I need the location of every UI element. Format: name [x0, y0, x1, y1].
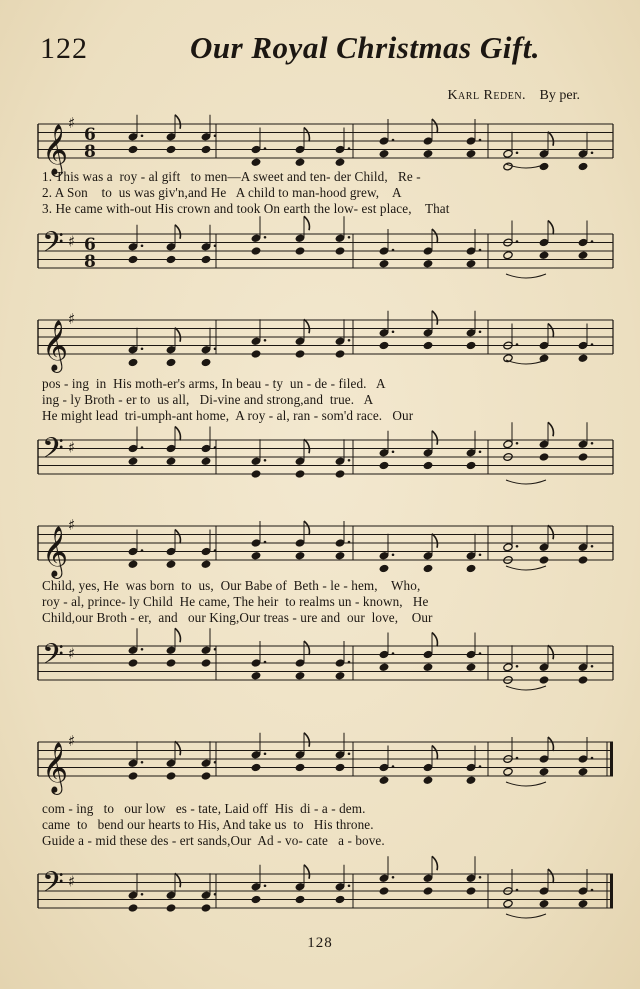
- note-flag: [304, 216, 309, 230]
- treble-staff-1: [38, 116, 613, 176]
- note-flag: [175, 328, 180, 342]
- note-dot: [479, 652, 482, 655]
- note-head: [251, 470, 261, 479]
- time-signature-top: 6: [84, 235, 96, 255]
- note-flag: [548, 869, 553, 883]
- note-dot: [141, 134, 144, 137]
- note-flag: [175, 225, 180, 239]
- note-head: [423, 341, 433, 350]
- note-dot: [479, 553, 482, 556]
- note-flag: [548, 737, 553, 751]
- hymn-title: Our Royal Christmas Gift.: [189, 30, 541, 65]
- note-head: [166, 255, 176, 264]
- verse-1-line-1: 1. This was a roy - al gift to men—A sweet and ten- der Child, Re -: [42, 169, 421, 184]
- note-flag: [548, 645, 553, 659]
- verse-2-line-3: roy - al, prince- ly Child He came, The heir to realms un - known, He: [42, 594, 429, 609]
- note-dot: [392, 765, 395, 768]
- tie-arc: [506, 274, 546, 278]
- author-credit: Karl Reden.: [447, 88, 527, 103]
- note-head: [295, 763, 305, 772]
- sharp-icon: ♯: [68, 232, 76, 251]
- note-dot: [479, 876, 482, 879]
- note-head: [335, 551, 345, 560]
- sharp-icon: ♯: [68, 438, 76, 457]
- note-flag: [432, 229, 437, 243]
- note-flag: [548, 525, 553, 539]
- note-head: [251, 671, 261, 680]
- note-head: [201, 560, 211, 569]
- sharp-icon: ♯: [68, 310, 76, 328]
- note-flag: [432, 633, 437, 647]
- verse-2-line-2: ing - ly Broth - er to us all, Di-vine and strong,and true. A: [42, 392, 374, 407]
- note-dot: [591, 545, 594, 548]
- note-dot: [214, 761, 217, 764]
- note-dot: [141, 446, 144, 449]
- verse-3-line-2: He might lead tri-umph-ant home, A roy - al, ran - som'd race. Our: [42, 408, 414, 423]
- bass-staff-4: [38, 866, 613, 926]
- treble-clef-icon: 𝄞: [42, 124, 69, 175]
- verse-1-line-4: com - ing to our low es - tate, Laid off His di - a - dem.: [42, 801, 366, 816]
- note-flag: [304, 733, 309, 747]
- note-dot: [591, 343, 594, 346]
- note-dot: [392, 139, 395, 142]
- note-head: [201, 904, 211, 913]
- verse-1-line-2: pos - ing in His moth-er's arms, In beau - ty un - de - filed. A: [42, 376, 386, 391]
- sharp-icon: ♯: [68, 516, 76, 534]
- note-head: [578, 354, 588, 363]
- note-head: [295, 470, 305, 479]
- note-flag: [432, 119, 437, 133]
- note-dot: [141, 549, 144, 552]
- treble-clef-icon: 𝄞: [42, 320, 69, 371]
- note-head: [128, 457, 138, 466]
- note-flag: [175, 741, 180, 755]
- note-dot: [141, 244, 144, 247]
- note-head: [578, 453, 588, 462]
- note-head: [335, 895, 345, 904]
- note-head: [201, 145, 211, 154]
- note-flag: [304, 439, 309, 453]
- bass-clef-icon: 𝄢: [42, 432, 64, 472]
- note-head: [379, 776, 389, 785]
- note-head: [128, 358, 138, 367]
- treble-clef-icon: 𝄞: [42, 742, 69, 793]
- note-head: [539, 899, 549, 908]
- note-flag: [175, 628, 180, 642]
- note-head: [166, 904, 176, 913]
- treble-staff-2: [38, 312, 613, 372]
- note-dot: [516, 240, 519, 243]
- note-flag: [548, 132, 553, 146]
- note-head: [578, 676, 588, 685]
- time-signature-top: 6: [84, 125, 96, 145]
- note-flag: [304, 128, 309, 142]
- note-dot: [591, 442, 594, 445]
- permission-note: By per.: [539, 88, 580, 103]
- note-head: [578, 899, 588, 908]
- note-head: [466, 663, 476, 672]
- note-dot: [348, 147, 351, 150]
- note-head: [423, 776, 433, 785]
- note-head: [539, 556, 549, 565]
- note-head: [128, 145, 138, 154]
- note-head: [379, 259, 389, 268]
- note-dot: [264, 661, 267, 664]
- sharp-icon: ♯: [68, 114, 76, 132]
- note-head: [379, 149, 389, 158]
- note-head: [251, 895, 261, 904]
- sharp-icon: ♯: [68, 644, 76, 663]
- tie-arc: [506, 360, 546, 364]
- bass-clef-icon: 𝄢: [42, 638, 64, 678]
- note-head: [128, 659, 138, 668]
- note-head: [201, 659, 211, 668]
- note-head: [201, 358, 211, 367]
- note-dot: [348, 752, 351, 755]
- note-head: [335, 350, 345, 359]
- note-head: [503, 767, 513, 776]
- note-flag: [548, 324, 553, 338]
- note-dot: [214, 549, 217, 552]
- note-head: [423, 887, 433, 896]
- note-head: [295, 350, 305, 359]
- note-flag: [304, 319, 309, 333]
- note-head: [578, 767, 588, 776]
- note-head: [578, 556, 588, 565]
- tie-arc: [506, 566, 546, 570]
- note-head: [251, 350, 261, 359]
- note-flag: [175, 873, 180, 887]
- note-head: [166, 659, 176, 668]
- tie-arc: [506, 782, 546, 786]
- note-dot: [264, 147, 267, 150]
- verse-1-line-3: Child, yes, He was born to us, Our Babe of Beth - le - hem, Who,: [42, 578, 421, 593]
- note-flag: [304, 641, 309, 655]
- note-flag: [432, 856, 437, 870]
- note-dot: [348, 339, 351, 342]
- note-head: [128, 255, 138, 264]
- note-dot: [392, 330, 395, 333]
- verse-2-line-4: came to bend our hearts to His, And take us to His throne.: [42, 817, 374, 832]
- note-dot: [479, 765, 482, 768]
- note-head: [539, 767, 549, 776]
- note-dot: [141, 347, 144, 350]
- note-dot: [214, 648, 217, 651]
- note-head: [295, 158, 305, 167]
- note-head: [166, 560, 176, 569]
- note-head: [295, 895, 305, 904]
- note-head: [295, 551, 305, 560]
- note-dot: [516, 442, 519, 445]
- note-head: [466, 776, 476, 785]
- note-head: [379, 663, 389, 672]
- note-dot: [264, 541, 267, 544]
- note-dot: [516, 151, 519, 154]
- bass-staff-2: [38, 432, 613, 492]
- note-head: [379, 461, 389, 470]
- note-flag: [432, 311, 437, 325]
- note-dot: [591, 757, 594, 760]
- note-flag: [175, 530, 180, 544]
- tie-arc: [506, 686, 546, 690]
- note-dot: [392, 249, 395, 252]
- sharp-icon: ♯: [68, 872, 76, 891]
- note-head: [466, 887, 476, 896]
- note-head: [503, 899, 513, 908]
- note-flag: [432, 746, 437, 760]
- note-flag: [175, 115, 180, 129]
- note-dot: [141, 648, 144, 651]
- note-head: [466, 564, 476, 573]
- note-dot: [141, 893, 144, 896]
- note-flag: [548, 221, 553, 235]
- note-head: [539, 354, 549, 363]
- note-head: [503, 251, 513, 260]
- note-dot: [264, 459, 267, 462]
- note-dot: [516, 757, 519, 760]
- verse-3-line-3: Child,our Broth - er, and our King,Our treas - ure and our love, Our: [42, 610, 433, 625]
- verse-3-line-4: Guide a - mid these des - ert sands,Our Ad - vo- cate a - bove.: [42, 833, 385, 848]
- sharp-icon: ♯: [68, 732, 76, 750]
- note-head: [503, 354, 513, 363]
- note-head: [251, 763, 261, 772]
- note-head: [335, 470, 345, 479]
- note-dot: [392, 450, 395, 453]
- bass-staff-1: [38, 226, 613, 286]
- note-dot: [591, 889, 594, 892]
- note-head: [379, 564, 389, 573]
- verse-2-line-1: 2. A Son to us was giv'n,and He A child to man-hood grew, A: [42, 185, 402, 200]
- tie-arc: [506, 480, 546, 484]
- note-dot: [348, 541, 351, 544]
- tie-arc: [506, 914, 546, 918]
- note-dot: [516, 889, 519, 892]
- note-head: [539, 251, 549, 260]
- hymn-number: 122: [40, 32, 88, 65]
- note-head: [166, 145, 176, 154]
- note-dot: [479, 450, 482, 453]
- note-head: [251, 551, 261, 560]
- note-head: [423, 259, 433, 268]
- note-dot: [516, 665, 519, 668]
- note-dot: [479, 249, 482, 252]
- note-head: [335, 763, 345, 772]
- note-dot: [392, 876, 395, 879]
- note-flag: [304, 521, 309, 535]
- note-flag: [548, 422, 553, 436]
- treble-staff-3: [38, 518, 613, 578]
- note-dot: [141, 761, 144, 764]
- note-head: [423, 461, 433, 470]
- note-head: [295, 247, 305, 256]
- note-head: [466, 149, 476, 158]
- note-dot: [214, 893, 217, 896]
- time-signature-bottom: 8: [84, 252, 96, 272]
- note-dot: [392, 553, 395, 556]
- note-flag: [432, 431, 437, 445]
- note-dot: [214, 244, 217, 247]
- note-flag: [175, 427, 180, 441]
- note-head: [166, 457, 176, 466]
- note-head: [423, 564, 433, 573]
- note-dot: [591, 151, 594, 154]
- note-dot: [214, 446, 217, 449]
- note-dot: [348, 884, 351, 887]
- note-head: [251, 247, 261, 256]
- note-dot: [392, 652, 395, 655]
- note-head: [166, 772, 176, 781]
- note-head: [578, 251, 588, 260]
- note-head: [539, 676, 549, 685]
- note-head: [128, 772, 138, 781]
- note-dot: [591, 240, 594, 243]
- bass-staff-3: [38, 638, 613, 698]
- note-head: [201, 255, 211, 264]
- bass-clef-icon: 𝄢: [42, 866, 64, 906]
- note-dot: [348, 236, 351, 239]
- note-head: [466, 259, 476, 268]
- note-dot: [214, 134, 217, 137]
- note-head: [466, 341, 476, 350]
- note-dot: [264, 752, 267, 755]
- note-head: [128, 904, 138, 913]
- note-head: [295, 671, 305, 680]
- note-head: [539, 453, 549, 462]
- verse-3-line-1: 3. He came with-out His crown and took On earth the low- est place, That: [42, 201, 450, 216]
- note-head: [128, 560, 138, 569]
- note-dot: [479, 139, 482, 142]
- note-head: [423, 663, 433, 672]
- note-dot: [264, 339, 267, 342]
- note-dot: [348, 661, 351, 664]
- note-dot: [516, 545, 519, 548]
- note-head: [201, 772, 211, 781]
- attribution: [447, 88, 580, 104]
- note-dot: [214, 347, 217, 350]
- note-dot: [591, 665, 594, 668]
- bass-clef-icon: 𝄢: [42, 226, 64, 266]
- note-head: [335, 671, 345, 680]
- note-head: [166, 358, 176, 367]
- treble-clef-icon: 𝄞: [42, 526, 69, 577]
- note-head: [379, 887, 389, 896]
- note-dot: [516, 343, 519, 346]
- note-head: [251, 158, 261, 167]
- note-head: [201, 457, 211, 466]
- note-head: [335, 247, 345, 256]
- note-dot: [264, 236, 267, 239]
- note-dot: [479, 330, 482, 333]
- note-head: [423, 149, 433, 158]
- note-head: [335, 158, 345, 167]
- note-dot: [348, 459, 351, 462]
- time-signature-bottom: 8: [84, 142, 96, 162]
- note-head: [379, 341, 389, 350]
- note-head: [466, 461, 476, 470]
- page-number: 128: [307, 935, 333, 951]
- treble-staff-4: [38, 734, 613, 794]
- note-flag: [304, 865, 309, 879]
- note-flag: [432, 534, 437, 548]
- note-dot: [264, 884, 267, 887]
